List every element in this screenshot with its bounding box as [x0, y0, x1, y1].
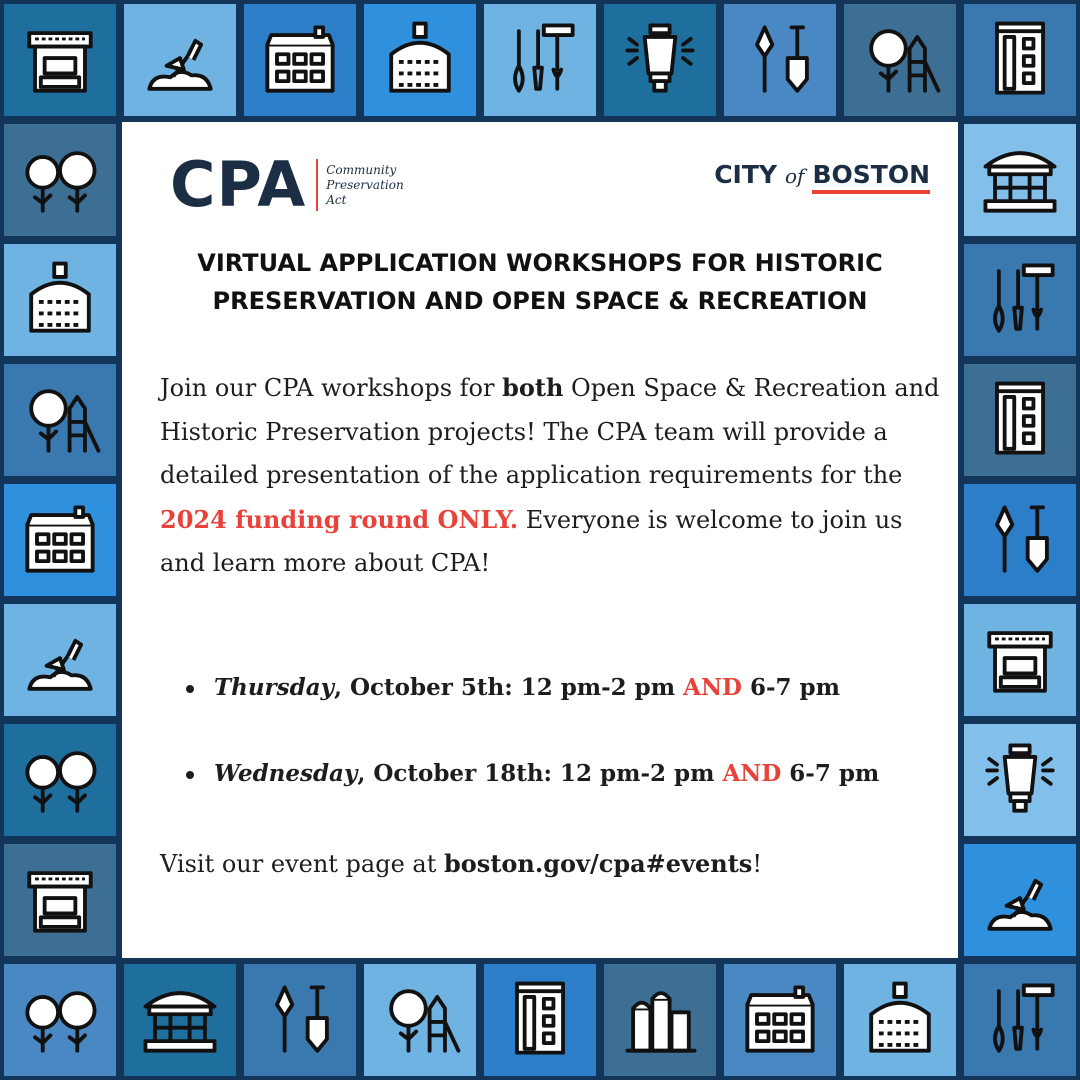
brick-rowhouse-icon [972, 372, 1068, 468]
border-tile [962, 362, 1078, 478]
house-icon [12, 492, 108, 588]
intro-text-2: Open Space & Recreation and Historic Preservation projects! The CPA team will provide a detailed presentation of the application requirements for the [160, 374, 940, 489]
border-tile [242, 962, 358, 1078]
border-tile [842, 962, 958, 1078]
brick-rowhouse-icon [972, 12, 1068, 108]
workshop-date-item [212, 754, 879, 794]
house-icon [732, 972, 828, 1068]
intro-emphasis-both: both [502, 373, 564, 402]
workshop-day: Thursday [214, 674, 334, 701]
workshop-day: Wednesday [214, 760, 358, 787]
tree-and-slide-icon [372, 972, 468, 1068]
historic-dome-building-icon [852, 972, 948, 1068]
historic-dome-building-icon [372, 12, 468, 108]
border-tile [122, 962, 238, 1078]
cpa-logo-subtitle [326, 163, 403, 208]
shovel-in-dirt-icon [132, 12, 228, 108]
boston-logo-of: of [785, 164, 805, 188]
garden-tools-icon [252, 972, 348, 1068]
trees-icon [12, 732, 108, 828]
workshop-date-item [212, 668, 879, 708]
border-tile [362, 2, 478, 118]
border-tile [722, 2, 838, 118]
and-connector: AND [683, 674, 742, 701]
storefront-icon [12, 852, 108, 948]
border-tile [242, 2, 358, 118]
border-tile [962, 2, 1078, 118]
garden-tools-icon [972, 492, 1068, 588]
cpa-logo-line2: Preservation [326, 177, 404, 192]
border-tile [2, 722, 118, 838]
content-panel [122, 122, 958, 958]
visit-prefix: Visit our event page at [160, 850, 445, 878]
workshop-evening-time: 6-7 pm [781, 760, 880, 787]
cpa-logo-mark: CPA [170, 148, 307, 221]
border-tile [2, 122, 118, 238]
cpa-logo-divider [316, 159, 318, 211]
border-tile [482, 2, 598, 118]
border-tile [2, 962, 118, 1078]
border-tile [962, 602, 1078, 718]
boston-logo-city: CITY [714, 160, 777, 189]
tree-and-slide-icon [852, 12, 948, 108]
page-title: VIRTUAL APPLICATION WORKSHOPS FOR HISTORIC PRESERVATION AND OPEN SPACE & RECREATION [197, 249, 883, 315]
border-tile [962, 482, 1078, 598]
shovel-in-dirt-icon [12, 612, 108, 708]
border-tile [722, 962, 838, 1078]
border-tile [2, 2, 118, 118]
shovel-in-dirt-icon [972, 852, 1068, 948]
workshop-schedule [212, 668, 879, 840]
tree-and-slide-icon [12, 372, 108, 468]
border-tile [962, 722, 1078, 838]
event-page-link[interactable]: boston.gov/cpa#events [444, 849, 753, 878]
storefront-icon [12, 12, 108, 108]
paintbrushes-icon [972, 252, 1068, 348]
border-tile [2, 242, 118, 358]
city-of-boston-logo [714, 160, 930, 194]
and-connector: AND [722, 760, 782, 787]
intro-text-1: Join our CPA workshops for [160, 374, 503, 402]
garden-tools-icon [732, 12, 828, 108]
border-tile [602, 962, 718, 1078]
border-tile [362, 962, 478, 1078]
workshop-date-time: , October 18th: 12 pm-2 pm [357, 760, 723, 787]
workshop-evening-time: 6-7 pm [741, 674, 840, 701]
visit-suffix: ! [752, 850, 762, 878]
border-tile [962, 842, 1078, 958]
event-page-callout [160, 842, 762, 886]
trees-icon [12, 972, 108, 1068]
intro-text-3: Everyone is welcome to join us and learn more about CPA! [160, 505, 903, 577]
funding-round-highlight: 2024 funding round ONLY. [160, 504, 519, 534]
border-tile [2, 482, 118, 598]
border-tile [602, 2, 718, 118]
street-lantern-icon [612, 12, 708, 108]
paintbrushes-icon [492, 12, 588, 108]
border-tile [842, 2, 958, 118]
border-tile [962, 962, 1078, 1078]
cpa-logo-line1: Community [326, 162, 397, 177]
intro-paragraph [160, 366, 940, 586]
border-tile [962, 122, 1078, 238]
historic-dome-building-icon [12, 252, 108, 348]
border-tile [122, 2, 238, 118]
border-tile [2, 362, 118, 478]
border-tile [482, 962, 598, 1078]
house-icon [252, 12, 348, 108]
workshop-date-time: , October 5th: 12 pm-2 pm [333, 674, 684, 701]
paintbrushes-icon [972, 972, 1068, 1068]
brick-rowhouse-icon [492, 972, 588, 1068]
trees-icon [12, 132, 108, 228]
storefront-icon [972, 612, 1068, 708]
gazebo-icon [972, 132, 1068, 228]
cpa-logo [170, 148, 404, 221]
border-tile [962, 242, 1078, 358]
boston-logo-name: BOSTON [812, 160, 930, 194]
border-tile [2, 842, 118, 958]
street-lantern-icon [972, 732, 1068, 828]
border-tile [2, 602, 118, 718]
gazebo-icon [132, 972, 228, 1068]
grain-silos-icon [612, 972, 708, 1068]
cpa-logo-line3: Act [326, 192, 347, 207]
